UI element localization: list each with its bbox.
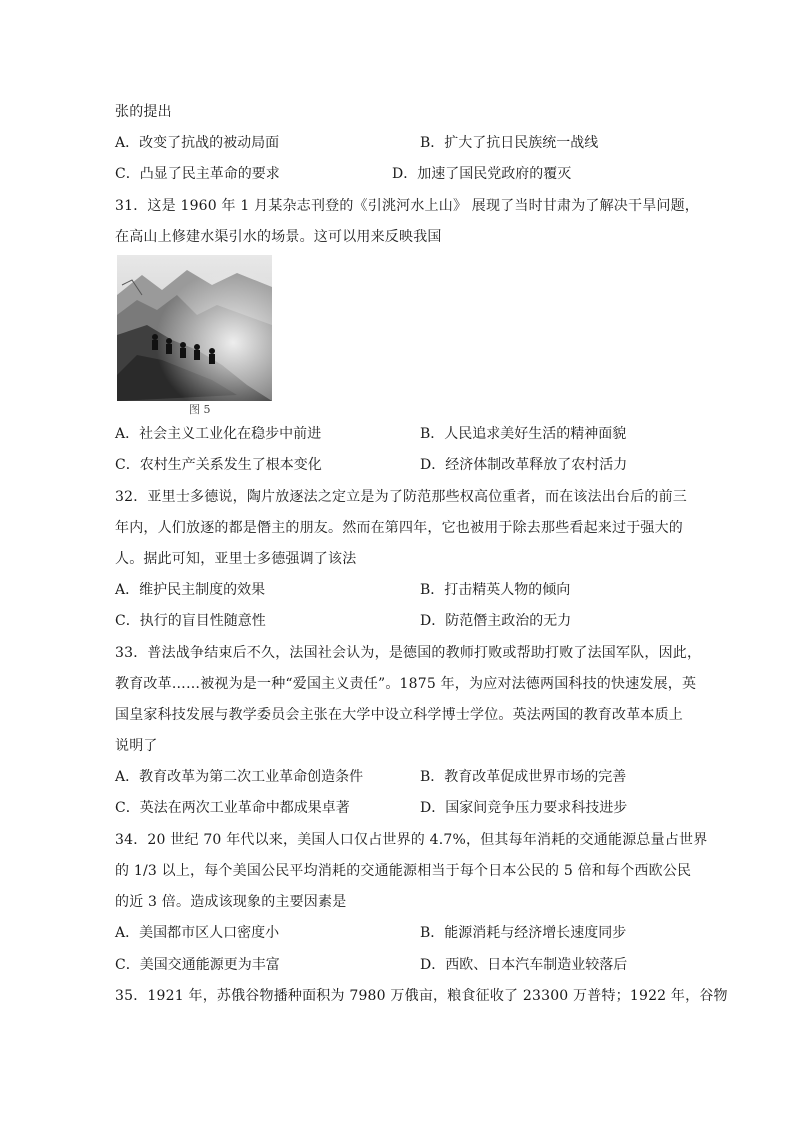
q33-option-a: A．教育改革为第二次工业革命创造条件 <box>115 769 364 785</box>
q34-option-c: C．美国交通能源更为丰富 <box>115 957 280 973</box>
mountain-workers-photo <box>117 255 272 401</box>
q31-option-c: C．农村生产关系发生了根本变化 <box>115 457 322 473</box>
q33-stem-line-4: 说明了 <box>115 738 158 754</box>
q34-option-d: D．西欧、日本汽车制造业较落后 <box>420 957 628 973</box>
q31-option-b: B．人民追求美好生活的精神面貌 <box>420 426 627 442</box>
q33-option-c: C．英法在两次工业革命中都成果卓著 <box>115 800 350 816</box>
q33-stem-line-2: 教育改革……被视为是一种“爱国主义责任”。1875 年，为应对法德两国科技的快速发展，英 <box>115 676 697 692</box>
q32-option-a: A．维护民主制度的效果 <box>115 582 266 598</box>
q31-figure-caption: 图 5 <box>189 403 211 416</box>
q30-stem-tail: 张的提出 <box>115 104 172 120</box>
q30-option-a: A．改变了抗战的被动局面 <box>115 135 280 151</box>
q33-stem-line-1: 33．普法战争结束后不久，法国社会认为，是德国的教师打败或帮助打败了法国军队，因此， <box>115 645 702 661</box>
q31-stem-line-1: 31．这是 1960 年 1 月某杂志刊登的《引洮河水上山》 展现了当时甘肃为了解决干旱问题， <box>115 198 699 214</box>
q32-stem-line-3: 人。据此可知，亚里士多德强调了该法 <box>115 551 357 567</box>
q35-stem-line-1: 35．1921 年，苏俄谷物播种面积为 7980 万俄亩，粮食征收了 23300 万普特；1922 年，谷物 <box>115 988 728 1004</box>
q32-stem-line-2: 年内，人们放逐的都是僭主的朋友。然而在第四年，它也被用于除去那些看起来过于强大的 <box>115 520 683 536</box>
q32-option-b: B．打击精英人物的倾向 <box>420 582 571 598</box>
q31-option-d: D．经济体制改革释放了农村活力 <box>420 457 628 473</box>
q33-stem-line-3: 国皇家科技发展与教学委员会主张在大学中设立科学博士学位。英法两国的教育改革本质上 <box>115 707 683 723</box>
q31-option-a: A．社会主义工业化在稳步中前进 <box>115 426 322 442</box>
q30-option-d: D．加速了国民党政府的覆灭 <box>392 166 572 182</box>
q32-option-d: D．防范僭主政治的无力 <box>420 613 572 629</box>
q32-stem-line-1: 32．亚里士多德说，陶片放逐法之定立是为了防范那些权高位重者，而在该法出台后的前三 <box>115 489 688 505</box>
q34-stem-line-1: 34．20 世纪 70 年代以来，美国人口仅占世界的 4.7%，但其每年消耗的交通能源总量占世界 <box>115 832 708 848</box>
q34-stem-line-2: 的 1/3 以上，每个美国公民平均消耗的交通能源相当于每个日本公民的 5 倍和每个西欧公民 <box>115 863 692 879</box>
q31-stem-line-2: 在高山上修建水渠引水的场景。这可以用来反映我国 <box>115 229 442 245</box>
q34-stem-line-3: 的近 3 倍。造成该现象的主要因素是 <box>115 894 347 910</box>
q30-option-b: B．扩大了抗日民族统一战线 <box>420 135 599 151</box>
q32-option-c: C．执行的盲目性随意性 <box>115 613 266 629</box>
q33-option-d: D．国家间竞争压力要求科技进步 <box>420 800 628 816</box>
q33-option-b: B．教育改革促成世界市场的完善 <box>420 769 627 785</box>
q31-photo <box>117 255 272 401</box>
q34-option-b: B．能源消耗与经济增长速度同步 <box>420 925 627 941</box>
q34-option-a: A．美国都市区人口密度小 <box>115 925 280 941</box>
q30-option-c: C．凸显了民主革命的要求 <box>115 166 280 182</box>
